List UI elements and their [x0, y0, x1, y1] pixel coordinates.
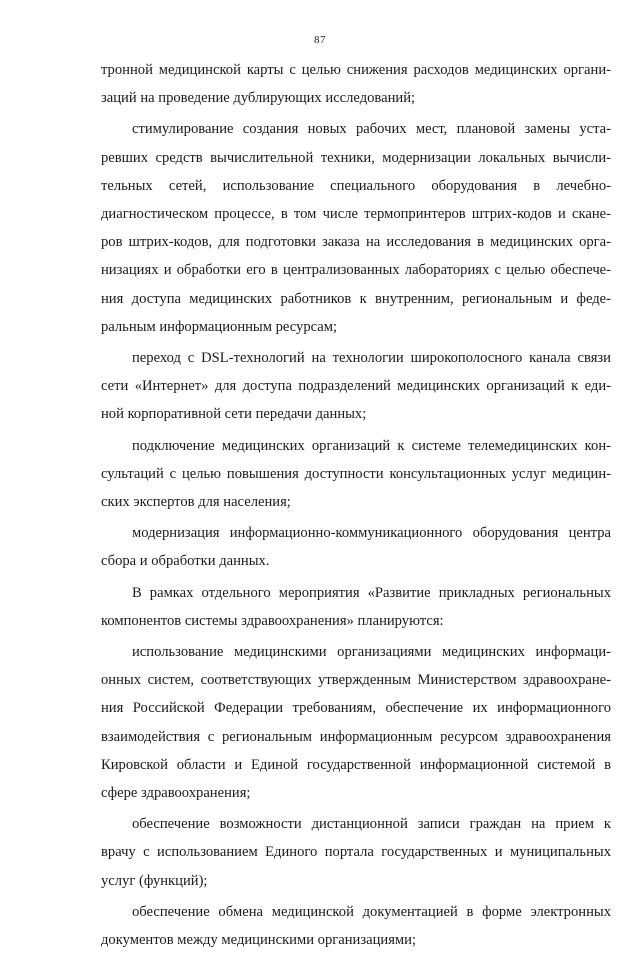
paragraph — [101, 115, 611, 341]
text-line: Кировской области и Единой государственной информационной системой в — [101, 756, 611, 773]
text-line: В рамках отдельного мероприятия «Развитие прикладных региональных — [132, 584, 611, 601]
text-line: компонентов системы здравоохранения» планируются: — [101, 612, 444, 629]
page-number: 87 — [314, 34, 326, 46]
text-line: ревших средств вычислительной техники, модернизации локальных вычисли- — [101, 149, 611, 166]
text-line: ральным информационным ресурсам; — [101, 318, 338, 335]
document-body — [101, 56, 611, 954]
text-line: переход с DSL-технологий на технологии широкополосного канала связи — [132, 350, 611, 367]
text-line: стимулирование создания новых рабочих мест, плановой замены уста- — [132, 121, 611, 138]
paragraph — [101, 344, 611, 429]
text-line: диагностическом процессе, в том числе термопринтеров штрих-кодов и скане- — [101, 206, 611, 223]
text-line: ских экспертов для населения; — [101, 494, 291, 511]
text-line: тронной медицинской карты с целью снижения расходов медицинских органи- — [101, 62, 611, 78]
text-line: тельных сетей, использование специального оборудования в лечебно- — [101, 177, 611, 194]
text-line: ров штрих-кодов, для подготовки заказа на исследования в медицинских орга- — [101, 234, 611, 251]
paragraph — [101, 638, 611, 807]
paragraph — [101, 432, 611, 517]
text-line: модернизация информационно-коммуникационного оборудования центра — [132, 525, 611, 542]
text-line: сфере здравоохранения; — [101, 785, 251, 802]
paragraph — [101, 579, 611, 635]
text-line: обеспечение возможности дистанционной записи граждан на прием к — [132, 816, 611, 833]
paragraph-continuation — [101, 56, 611, 112]
text-line: услуг (функций); — [101, 872, 208, 889]
text-line: использование медицинскими организациями медицинских информаци- — [132, 644, 611, 661]
text-line: подключение медицинских организаций к системе телемедицинских кон- — [132, 437, 611, 454]
text-line: сультаций с целью повышения доступности консультационных услуг медицин- — [101, 465, 611, 482]
text-line: онных систем, соответствующих утвержденным Министерством здравоохране- — [101, 672, 611, 689]
paragraph — [101, 810, 611, 895]
paragraph — [101, 898, 611, 954]
text-line: врачу с использованием Единого портала государственных и муниципальных — [101, 844, 611, 861]
text-line: сбора и обработки данных. — [101, 553, 270, 570]
text-line: ной корпоративной сети передачи данных; — [101, 406, 367, 423]
text-line: ния доступа медицинских работников к внутренним, региональным и феде- — [101, 290, 611, 307]
text-line: обеспечение обмена медицинской документацией в форме электронных — [132, 903, 611, 920]
text-line: взаимодействия с региональным информационным ресурсом здравоохранения — [101, 728, 611, 745]
text-line: документов между медицинскими организациями; — [101, 932, 417, 949]
text-line: низациях и обработки его в централизованных лабораториях с целью обеспече- — [101, 262, 611, 279]
text-line: ния Российской Федерации требованиям, обеспечение их информационного — [101, 700, 611, 717]
text-line: сети «Интернет» для доступа подразделений медицинских организаций к еди- — [101, 378, 611, 395]
paragraph — [101, 519, 611, 575]
text-line: заций на проведение дублирующих исследований; — [101, 90, 416, 107]
